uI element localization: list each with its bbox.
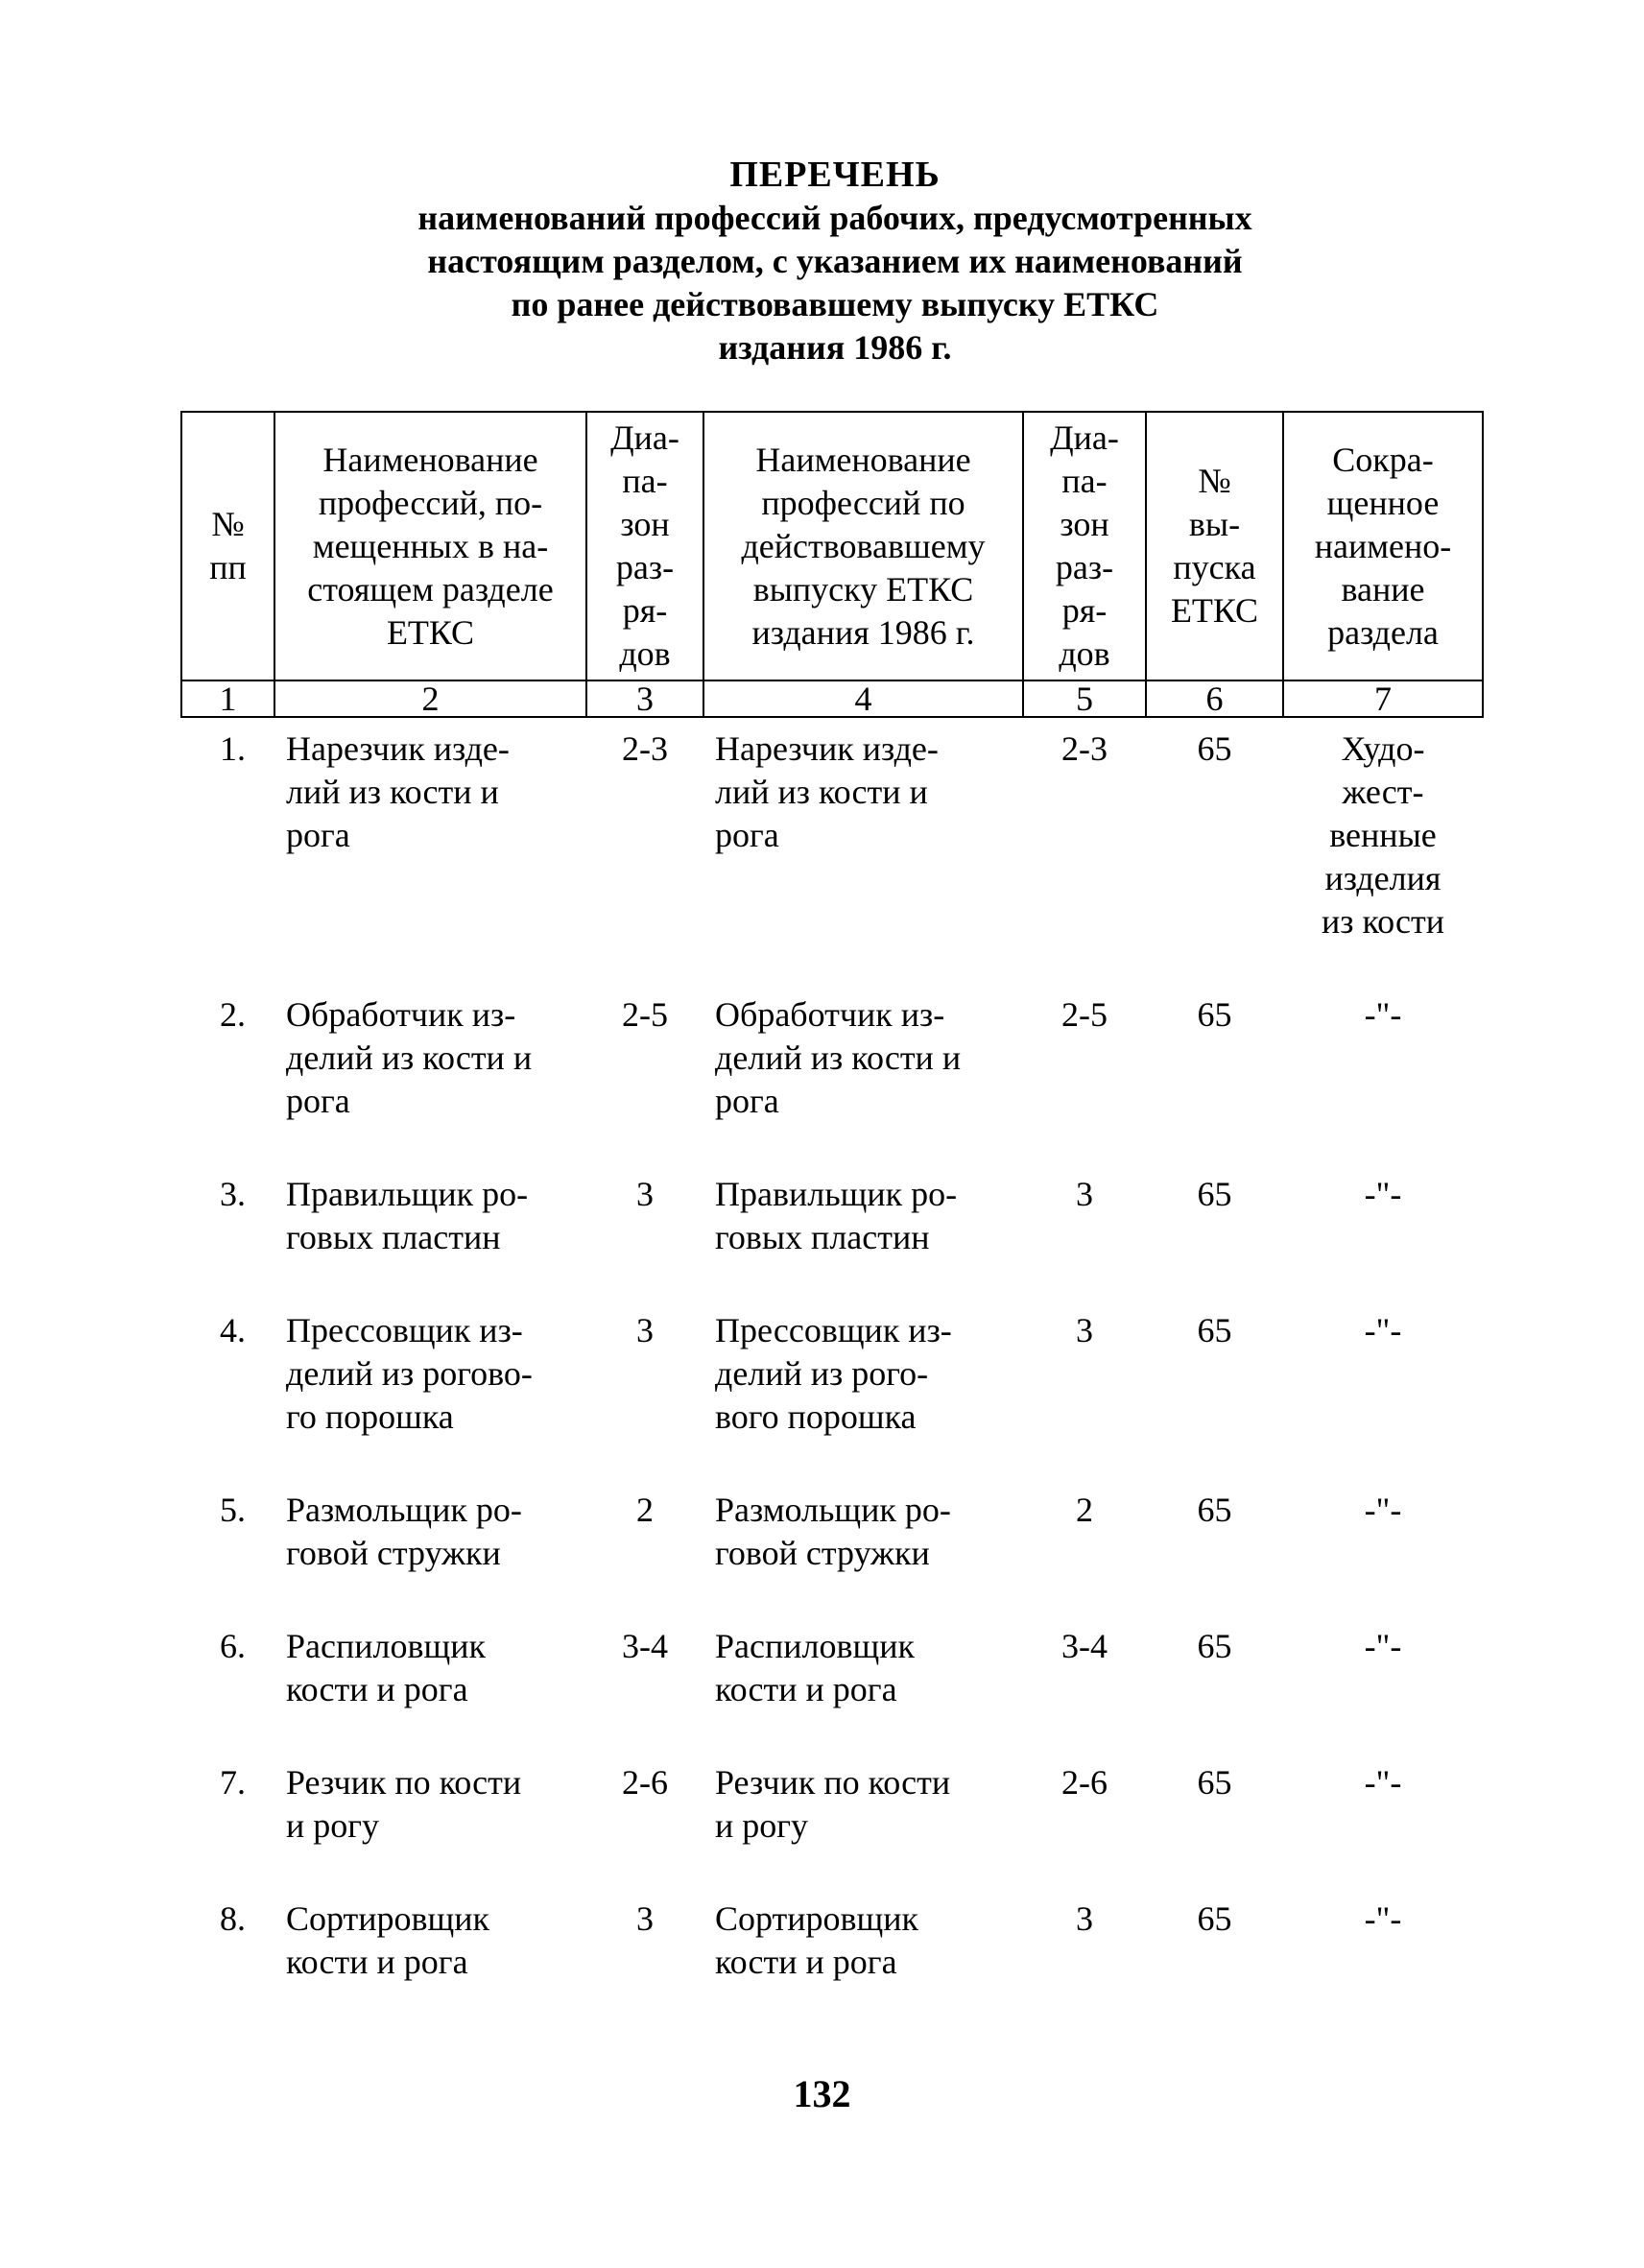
column-number: 3 [586,680,703,717]
section-short-name [1283,1300,1483,1479]
profession-name [274,984,586,1163]
name-line: рога [715,1082,779,1120]
name-line: и рогу [715,1806,809,1845]
header-old-grade-range [1023,412,1146,680]
grade-range: 3-4 [622,1627,668,1665]
header-profession-name [274,412,586,680]
name-line: Правильщик ро- [286,1175,529,1213]
old-grade-range: 3 [1076,1899,1093,1938]
header-line: раздела [1327,612,1439,652]
old-grade-range: 2-6 [1061,1763,1108,1802]
header-line: пуска [1173,548,1256,586]
header-line: действовавшему [741,526,986,565]
table-row [181,1163,1483,1300]
section-line: из кости [1321,902,1445,941]
name-line: кости и рога [286,1943,468,1981]
name-line: кости и рога [715,1943,897,1981]
name-line: говых пластин [286,1218,501,1256]
table-row [181,1888,1483,2024]
table-row [181,1479,1483,1615]
column-number: 7 [1283,680,1483,717]
etks-issue: 65 [1197,995,1232,1034]
section-short-name [1283,1163,1483,1300]
section-line: -"- [1364,1175,1402,1213]
column-number: 4 [703,680,1023,717]
document-title [288,154,1382,370]
old-grade-range: 3 [1076,1311,1093,1349]
section-short-name [1283,1479,1483,1615]
header-line: профессий по [761,483,965,522]
row-number: 5. [220,1491,246,1529]
section-short-name [1283,717,1483,984]
name-line: Прессовщик из- [715,1311,952,1349]
etks-issue: 65 [1197,1627,1232,1665]
row-number: 4. [220,1311,246,1349]
name-line: делий из кости и [286,1039,533,1077]
etks-issue: 65 [1197,1763,1232,1802]
section-line: изделия [1324,859,1441,897]
section-line: -"- [1364,1311,1402,1349]
table-row [181,1752,1483,1888]
row-number: 2. [220,995,246,1034]
section-line: -"- [1364,1763,1402,1802]
title-line: настоящим разделом, с указанием их наименований [427,242,1243,280]
name-line: рога [715,816,779,854]
title-line: издания 1986 г. [718,328,952,367]
header-line: Наименование [755,440,971,479]
header-line: ЕТКС [1170,591,1259,630]
name-line: делий из рогово- [286,1354,533,1393]
row-number: 6. [220,1627,246,1665]
header-line: пп [209,548,247,586]
old-grade-range: 2-3 [1061,729,1108,768]
header-line: Диа- [1050,418,1119,457]
name-line: Распиловщик [715,1627,915,1665]
header-line: зон [620,505,670,543]
page-number: 132 [793,2072,851,2115]
header-number [181,412,274,680]
name-line: Обработчик из- [286,995,516,1034]
row-number: 3. [220,1175,246,1213]
header-line: раз- [615,548,675,586]
etks-issue: 65 [1197,729,1232,768]
old-grade-range: 2-5 [1061,995,1108,1034]
grade-range: 2 [636,1491,654,1529]
name-line: делий из рого- [715,1354,929,1393]
header-line: № [211,505,245,543]
table-row [181,717,1483,984]
table-header-row [181,412,1483,680]
name-line: делий из кости и [715,1039,962,1077]
header-line: ЕТКС [386,612,475,652]
header-line: издания 1986 г. [751,612,975,652]
grade-range: 3 [636,1899,654,1938]
header-line: вы- [1188,505,1241,543]
grade-range: 2-6 [622,1763,668,1802]
row-number: 1. [220,729,246,768]
old-grade-range: 2 [1076,1491,1093,1529]
header-line: ря- [622,591,668,630]
section-line: -"- [1364,1491,1402,1529]
grade-range: 2-3 [622,729,668,768]
name-line: Нарезчик изде- [715,729,939,768]
header-line: ря- [1061,591,1108,630]
old-profession-name [703,984,1023,1163]
section-short-name [1283,1888,1483,2024]
header-line: профессий, по- [318,483,543,522]
old-profession-name [703,1752,1023,1888]
header-line: вание [1341,569,1425,609]
section-line: венные [1329,816,1437,854]
column-number: 6 [1146,680,1283,717]
name-line: Правильщик ро- [715,1175,958,1213]
header-line: па- [622,462,668,500]
grade-range: 3 [636,1175,654,1213]
table-row [181,984,1483,1163]
table-column-numbers-row [181,680,1483,717]
header-line: мещенных в на- [312,526,549,565]
profession-name [274,1163,586,1300]
name-line: Резчик по кости [715,1763,951,1802]
old-profession-name [703,1479,1023,1615]
name-line: и рогу [286,1806,380,1845]
header-line: Сокра- [1332,440,1434,479]
table-row [181,1300,1483,1479]
name-line: лий из кости и [715,773,928,811]
section-short-name [1283,984,1483,1163]
old-profession-name [703,1163,1023,1300]
profession-name [274,717,586,984]
table-body [181,717,1483,2024]
header-line: Наименование [322,440,538,479]
name-line: говых пластин [715,1218,930,1256]
name-line: Размольщик ро- [715,1491,951,1529]
header-line: Диа- [610,418,679,457]
column-number: 1 [181,680,274,717]
old-profession-name [703,1300,1023,1479]
profession-name [274,1615,586,1752]
etks-issue: 65 [1197,1899,1232,1938]
profession-name [274,1300,586,1479]
grade-range: 2-5 [622,995,668,1034]
header-line: № [1198,462,1231,500]
name-line: Размольщик ро- [286,1491,522,1529]
old-grade-range: 3 [1076,1175,1093,1213]
name-line: Сортировщик [286,1899,490,1938]
old-profession-name [703,1615,1023,1752]
column-number: 5 [1023,680,1146,717]
name-line: лий из кости и [286,773,499,811]
header-section-short-name [1283,412,1483,680]
name-line: вого порошка [715,1397,917,1436]
name-line: говой стружки [286,1534,501,1572]
section-line: -"- [1364,1899,1402,1938]
name-line: Обработчик из- [715,995,945,1034]
header-line: па- [1061,462,1108,500]
title-line: по ранее действовавшему выпуску ЕТКС [511,285,1159,323]
etks-issue: 65 [1197,1491,1232,1529]
section-short-name [1283,1615,1483,1752]
etks-issue: 65 [1197,1311,1232,1349]
profession-name [274,1752,586,1888]
etks-issue: 65 [1197,1175,1232,1213]
name-line: Распиловщик [286,1627,486,1665]
header-etks-issue [1146,412,1283,680]
section-line: -"- [1364,1627,1402,1665]
section-line: -"- [1364,995,1402,1034]
name-line: кости и рога [286,1670,468,1708]
header-line: дов [1059,634,1110,673]
header-line: щенное [1326,483,1440,522]
name-line: Резчик по кости [286,1763,522,1802]
section-line: Худо- [1341,729,1425,768]
name-line: го порошка [286,1397,454,1436]
column-number: 2 [274,680,586,717]
header-line: зон [1060,505,1109,543]
section-line: жест- [1342,773,1424,811]
header-old-profession-name [703,412,1023,680]
header-line: раз- [1055,548,1114,586]
title-main: ПЕРЕЧЕНЬ [729,155,941,195]
name-line: кости и рога [715,1670,897,1708]
old-profession-name [703,1888,1023,2024]
header-line: выпуску ЕТКС [752,569,974,609]
header-line: наимено- [1314,526,1452,565]
grade-range: 3 [636,1311,654,1349]
profession-name [274,1888,586,2024]
name-line: Сортировщик [715,1899,919,1938]
section-short-name [1283,1752,1483,1888]
name-line: Нарезчик изде- [286,729,510,768]
name-line: Прессовщик из- [286,1311,523,1349]
title-line: наименований профессий рабочих, предусмотренных [417,199,1252,237]
name-line: говой стружки [715,1534,930,1572]
header-grade-range [586,412,703,680]
name-line: рога [286,1082,350,1120]
name-line: рога [286,816,350,854]
header-line: дов [619,634,671,673]
profession-name [274,1479,586,1615]
old-profession-name [703,717,1023,984]
old-grade-range: 3-4 [1061,1627,1108,1665]
table-row [181,1615,1483,1752]
row-number: 8. [220,1899,246,1938]
header-line: стоящем разделе [307,569,554,609]
row-number: 7. [220,1763,246,1802]
professions-table [180,411,1484,2024]
